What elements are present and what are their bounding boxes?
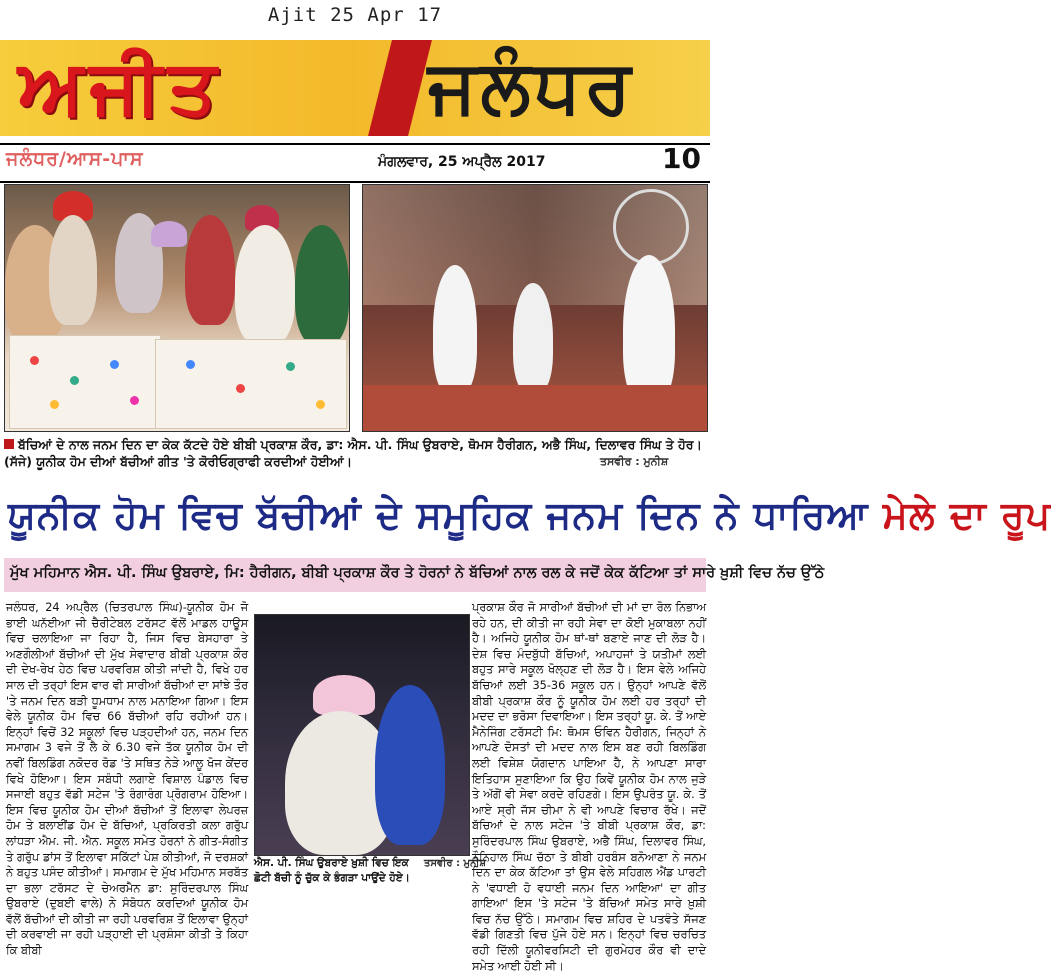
issue-date: ਮੰਗਲਵਾਰ, 25 ਅਪ੍ਰੈਲ 2017 — [378, 154, 546, 170]
article-column-1: ਜਲੰਧਰ, 24 ਅਪ੍ਰੈਲ (ਚਿਤਰਪਾਲ ਸਿੰਘ)-ਯੂਨੀਕ ਹੋਮ ਜੋ ਭਾਈ ਘਨੱਈਆ ਜੀ ਚੈਰੀਟੇਬਲ ਟਰੱਸਟ ਵੱਲੋਂ ਮਾਡਲ ਹਾਊਸ ਵਿਚ ਚਲਾਇਆ ਜਾ ਰਿਹਾ ਹੈ, ਜਿਸ ਵਿਚ ਬੇਸਹਾਰਾ ਤੇ ਅਣਗੌਲੀਆਂ ਬੱਚੀਆਂ ਦੀ ਮੁੱਖ ਸੇਵਾਦਾਰ ਬੀਬੀ ਪ੍ਰਕਾਸ਼ ਕੌਰ ਦੀ ਦੇਖ-ਰੇਖ ਹੇਠ ਵਿਚ ਪਰਵਰਿਸ਼ ਕੀਤੀ ਜਾਂਦੀ ਹੈ, ਵਿਖੇ ਹਰ ਸਾਲ ਦੀ ਤਰ੍ਹਾਂ ਇਸ ਵਾਰ ਵੀ ਸਾਰੀਆਂ ਬੱਚੀਆਂ ਦਾ ਸਾਂਝੇ ਤੌਰ 'ਤੇ ਜਨਮ ਦਿਨ ਬੜੀ ਧੂਮਧਾਮ ਨਾਲ ਮਨਾਇਆ ਗਿਆ। ਇਸ ਵੇਲੇ ਯੂਨੀਕ ਹੋਮ ਵਿਚ 66 ਬੱਚੀਆਂ ਰਹਿ ਰਹੀਆਂ ਹਨ। ਇਨ੍ਹਾਂ ਵਿਚੋਂ 32 ਸਕੂਲਾਂ ਵਿਚ ਪੜ੍ਹਦੀਆਂ ਹਨ, ਜਨਮ ਦਿਨ ਸਮਾਗਮ 3 ਵਜੇ ਤੋਂ ਲੈ ਕੇ 6.30 ਵਜੇ ਤੱਕ ਯੂਨੀਕ ਹੋਮ ਦੀ ਨਵੀਂ ਬਿਲਡਿੰਗ ਨਕੋਦਰ ਰੋਡ 'ਤੇ ਸਥਿਤ ਨੇੜੇ ਆਲੂ ਖੋਜ ਕੇਂਦਰ ਵਿਖੇ ਹੋਇਆ। ਇਸ ਸਬੰਧੀ ਲਗਾਏ ਵਿਸ਼ਾਲ ਪੰਡਾਲ ਵਿਚ ਸਜਾਈ ਬਹੁਤ ਵੱਡੀ ਸਟੇਜ 'ਤੇ ਰੰਗਾਰੰਗ ਪ੍ਰੋਗਰਾਮ ਹੋਇਆ। ਇਸ ਵਿਚ ਯੂਨੀਕ ਹੋਮ ਦੀਆਂ ਬੱਚੀਆਂ ਤੋਂ ਇਲਾਵਾ ਲੇਪਰਜ਼ ਹੋਮ ਤੇ ਬਲਾਈਂਡ ਹੋਮ ਦੇ ਬੱਚਿਆਂ, ਪ੍ਰਕਿਰਤੀ ਕਲਾ ਗਰੁੱਪ ਲਾਂਧੜਾ ਐਮ. ਜੀ. ਐਨ. ਸਕੂਲ ਸਮੇਤ ਹੋਰਨਾਂ ਨੇ ਗੀਤ-ਸੰਗੀਤ ਤੇ ਗਰੁੱਪ ਡਾਂਸ ਤੋਂ ਇਲਾਵਾ ਸਕਿੱਟਾਂ ਪੇਸ਼ ਕੀਤੀਆਂ, ਜੋ ਦਰਸ਼ਕਾਂ ਨੇ ਬਹੁਤ ਪਸੰਦ ਕੀਤੀਆਂ। ਸਮਾਗਮ ਦੇ ਮੁੱਖ ਮਹਿਮਾਨ ਸਰਬੱਤ ਦਾ ਭਲਾ ਟਰੱਸਟ ਦੇ ਚੇਅਰਮੈਨ ਡਾ: ਸੁਰਿੰਦਰਪਾਲ ਸਿੰਘ ਉਬਰਾਏ (ਦੁਬਈ ਵਾਲੇ) ਨੇ ਸੰਬੋਧਨ ਕਰਦਿਆਂ ਯੂਨੀਕ ਹੋਮ ਵੱਲੋਂ ਬੱਚੀਆਂ ਦੀ ਕੀਤੀ ਜਾ ਰਹੀ ਪਰਵਰਿਸ਼ ਤੋਂ ਇਲਾਵਾ ਉਨ੍ਹਾਂ ਦੀ ਕਰਵਾਈ ਜਾ ਰਹੀ ਪੜ੍ਹਾਈ ਦੀ ਪ੍ਰਸ਼ੰਸਾ ਕੀਤੀ ਤੇ ਕਿਹਾ ਕਿ ਬੀਬੀ — [6, 601, 248, 958]
newspaper-logo: ਅਜੀਤ — [18, 42, 223, 131]
photo-person — [295, 225, 349, 345]
photo-turban — [313, 675, 375, 715]
section-name: ਜਲੰਧਰ/ਆਸ-ਪਾਸ — [6, 148, 144, 170]
birthday-cake — [155, 339, 347, 429]
clipping-label: Ajit 25 Apr 17 — [267, 4, 443, 26]
dancer — [433, 265, 477, 395]
article-subheadline: ਮੁੱਖ ਮਹਿਮਾਨ ਐਸ. ਪੀ. ਸਿੰਘ ਉਬਰਾਏ, ਮਿ: ਹੈਰੀਗਨ, ਬੀਬੀ ਪ੍ਰਕਾਸ਼ ਕੌਰ ਤੇ ਹੋਰਨਾਂ ਨੇ ਬੱਚਿਆਂ ਨਾਲ ਰਲ ਕੇ ਜਦੋਂ ਕੇਕ ਕੱਟਿਆ ਤਾਂ ਸਾਰੇ ਖ਼ੁਸ਼ੀ ਵਿਚ ਨੱਚ ਉੱਠੇ — [10, 565, 825, 581]
article-headline — [8, 478, 1051, 552]
headline-accent: ਮੇਲੇ ਦਾ ਰੂਪ — [882, 493, 1051, 537]
photo-person — [185, 215, 235, 325]
photo-turban — [151, 221, 187, 247]
article-column-2-bottom — [252, 888, 468, 960]
photo-credit: ਤਸਵੀਰ : ਮੁਨੀਸ਼ — [600, 455, 669, 468]
dancer — [513, 283, 553, 393]
cake-cutting-photo — [4, 184, 350, 432]
inset-photo-credit: ਤਸਵੀਰ : ਮੁਨੀਸ਼ — [424, 858, 486, 869]
fan-icon — [613, 189, 689, 265]
edition-city: ਜਲੰਧਰ — [428, 44, 635, 130]
birthday-cake — [9, 335, 161, 429]
page-number: 10 — [662, 142, 701, 175]
photo-caption: ਬੱਚਿਆਂ ਦੇ ਨਾਲ ਜਨਮ ਦਿਨ ਦਾ ਕੇਕ ਕੱਟਦੇ ਹੋਏ ਬੀਬੀ ਪ੍ਰਕਾਸ਼ ਕੌਰ, ਡਾ: ਐਸ. ਪੀ. ਸਿੰਘ ਉਬਰਾਏ, ਥੋਮਸ ਹੈਰੀਗਨ, ਅਭੈ ਸਿੰਘ, ਦਿਲਾਵਰ ਸਿੰਘ ਤੇ ਹੋਰ। (ਸੱਜੇ) ਯੂਨੀਕ ਹੋਮ ਦੀਆਂ ਬੱਚੀਆਂ ਗੀਤ 'ਤੇ ਕੋਰੀਓਗ੍ਰਾਫੀ ਕਰਦੀਆਂ ਹੋਈਆਂ। — [4, 437, 702, 469]
dance-performance-photo — [362, 184, 708, 432]
dancer — [623, 255, 675, 405]
photo-person — [235, 225, 295, 345]
carpet — [363, 385, 707, 431]
child-in-blue — [375, 685, 445, 845]
photo-person — [49, 215, 97, 325]
inset-photo-caption: ਐਸ. ਪੀ. ਸਿੰਘ ਉਬਰਾਏ ਖ਼ੁਸ਼ੀ ਵਿਚ ਇਕ ਛੋਟੀ ਬੱਚੀ ਨੂੰ ਚੁੱਕ ਕੇ ਭੰਗੜਾ ਪਾਉਂਦੇ ਹੋਏ। — [254, 857, 410, 884]
article-column-3: ਪ੍ਰਕਾਸ਼ ਕੌਰ ਜੋ ਸਾਰੀਆਂ ਬੱਚੀਆਂ ਦੀ ਮਾਂ ਦਾ ਰੋਲ ਨਿਭਾਅ ਰਹੇ ਹਨ, ਦੀ ਕੀਤੀ ਜਾ ਰਹੀ ਸੇਵਾ ਦਾ ਕੋਈ ਮੁਕਾਬਲਾ ਨਹੀਂ ਹੈ। ਅਜਿਹੇ ਯੂਨੀਕ ਹੋਮ ਥਾਂ-ਥਾਂ ਬਣਾਏ ਜਾਣ ਦੀ ਲੋੜ ਹੈ। ਦੇਸ਼ ਵਿਚ ਮੰਦਬੁੱਧੀ ਬੱਚਿਆਂ, ਅਪਾਹਜਾਂ ਤੇ ਯਤੀਮਾਂ ਲਈ ਬਹੁਤ ਸਾਰੇ ਸਕੂਲ ਖੋਲ੍ਹਣ ਦੀ ਲੋੜ ਹੈ। ਇਸ ਵੇਲੇ ਅਜਿਹੇ ਬੱਚਿਆਂ ਲਈ 35-36 ਸਕੂਲ ਹਨ। ਉਨ੍ਹਾਂ ਆਪਣੇ ਵੱਲੋਂ ਬੀਬੀ ਪ੍ਰਕਾਸ਼ ਕੌਰ ਨੂੰ ਯੂਨੀਕ ਹੋਮ ਲਈ ਹਰ ਤਰ੍ਹਾਂ ਦੀ ਮਦਦ ਦਾ ਭਰੋਸਾ ਦਿਵਾਇਆ। ਇਸ ਤਰ੍ਹਾਂ ਯੂ. ਕੇ. ਤੋਂ ਆਏ ਮੈਨੇਜਿੰਗ ਟਰੱਸਟੀ ਮਿ: ਥੋਮਸ ਓਵਿਨ ਹੈਰੀਗਨ, ਜਿਨ੍ਹਾਂ ਨੇ ਆਪਣੇ ਦੋਸਤਾਂ ਦੀ ਮਦਦ ਨਾਲ ਇਸ ਬਣ ਰਹੀ ਬਿਲਡਿੰਗ ਲਈ ਵਿਸ਼ੇਸ਼ ਯੋਗਦਾਨ ਪਾਇਆ ਹੈ, ਨੇ ਆਪਣਾ ਸਾਰਾ ਇਤਿਹਾਸ ਸੁਣਾਇਆ ਕਿ ਉਹ ਕਿਵੇਂ ਯੂਨੀਕ ਹੋਮ ਨਾਲ ਜੁੜੇ ਤੇ ਅੱਗੋਂ ਵੀ ਸੇਵਾ ਕਰਦੇ ਰਹਿਣਗੇ। ਇਸ ਉਪਰੰਤ ਯੂ. ਕੇ. ਤੋਂ ਆਏ ਸ੍ਰੀ ਜੱਸ ਚੀਮਾ ਨੇ ਵੀ ਆਪਣੇ ਵਿਚਾਰ ਰੱਖੇ। ਜਦੋਂ ਬੱਚਿਆਂ ਦੇ ਨਾਲ ਸਟੇਜ 'ਤੇ ਬੀਬੀ ਪ੍ਰਕਾਸ਼ ਕੌਰ, ਡਾ: ਸੁਰਿੰਦਰਪਾਲ ਸਿੰਘ ਉਬਰਾਏ, ਅਭੈ ਸਿੰਘ, ਦਿਲਾਵਰ ਸਿੰਘ, ਨੌਨਿਹਾਲ ਸਿੰਘ ਚੱਠਾ ਤੇ ਬੀਬੀ ਹਰਬੰਸ ਬਨੋਆਣਾ ਨੇ ਜਨਮ ਦਿਨ ਦਾ ਕੇਕ ਕੱਟਿਆ ਤਾਂ ਉਸ ਵੇਲੇ ਸਹਿਗਲ ਐਂਡ ਪਾਰਟੀ ਨੇ 'ਵਧਾਈ ਹੋ ਵਧਾਈ ਜਨਮ ਦਿਨ ਆਇਆ' ਦਾ ਗੀਤ ਗਾਇਆ' ਇਸ 'ਤੇ ਸਟੇਜ 'ਤੇ ਬੱਚਿਆਂ ਸਮੇਤ ਸਾਰੇ ਖ਼ੁਸ਼ੀ ਵਿਚ ਨੱਚ ਉੱਠੇ। ਸਮਾਗਮ ਵਿਚ ਸ਼ਹਿਰ ਦੇ ਪਤਵੰਤੇ ਸੱਜਣ ਵੱਡੀ ਗਿਣਤੀ ਵਿਚ ਪੁੱਜੇ ਹੋਏ ਸਨ। ਇਨ੍ਹਾਂ ਵਿਚ ਚਰਚਿਤ ਰਹੀ ਦਿੱਲੀ ਯੂਨੀਵਰਸਿਟੀ ਦੀ ਗੁਰਮੇਹਰ ਕੌਰ ਵੀ ਦਾਦੇ ਸਮੇਤ ਆਈ ਹੋਈ ਸੀ। — [472, 601, 706, 973]
headline-main: ਯੂਨੀਕ ਹੋਮ ਵਿਚ ਬੱਚੀਆਂ ਦੇ ਸਮੂਹਿਕ ਜਨਮ ਦਿਨ ਨੇ ਧਾਰਿਆ — [8, 493, 883, 537]
inset-photo — [254, 614, 470, 856]
